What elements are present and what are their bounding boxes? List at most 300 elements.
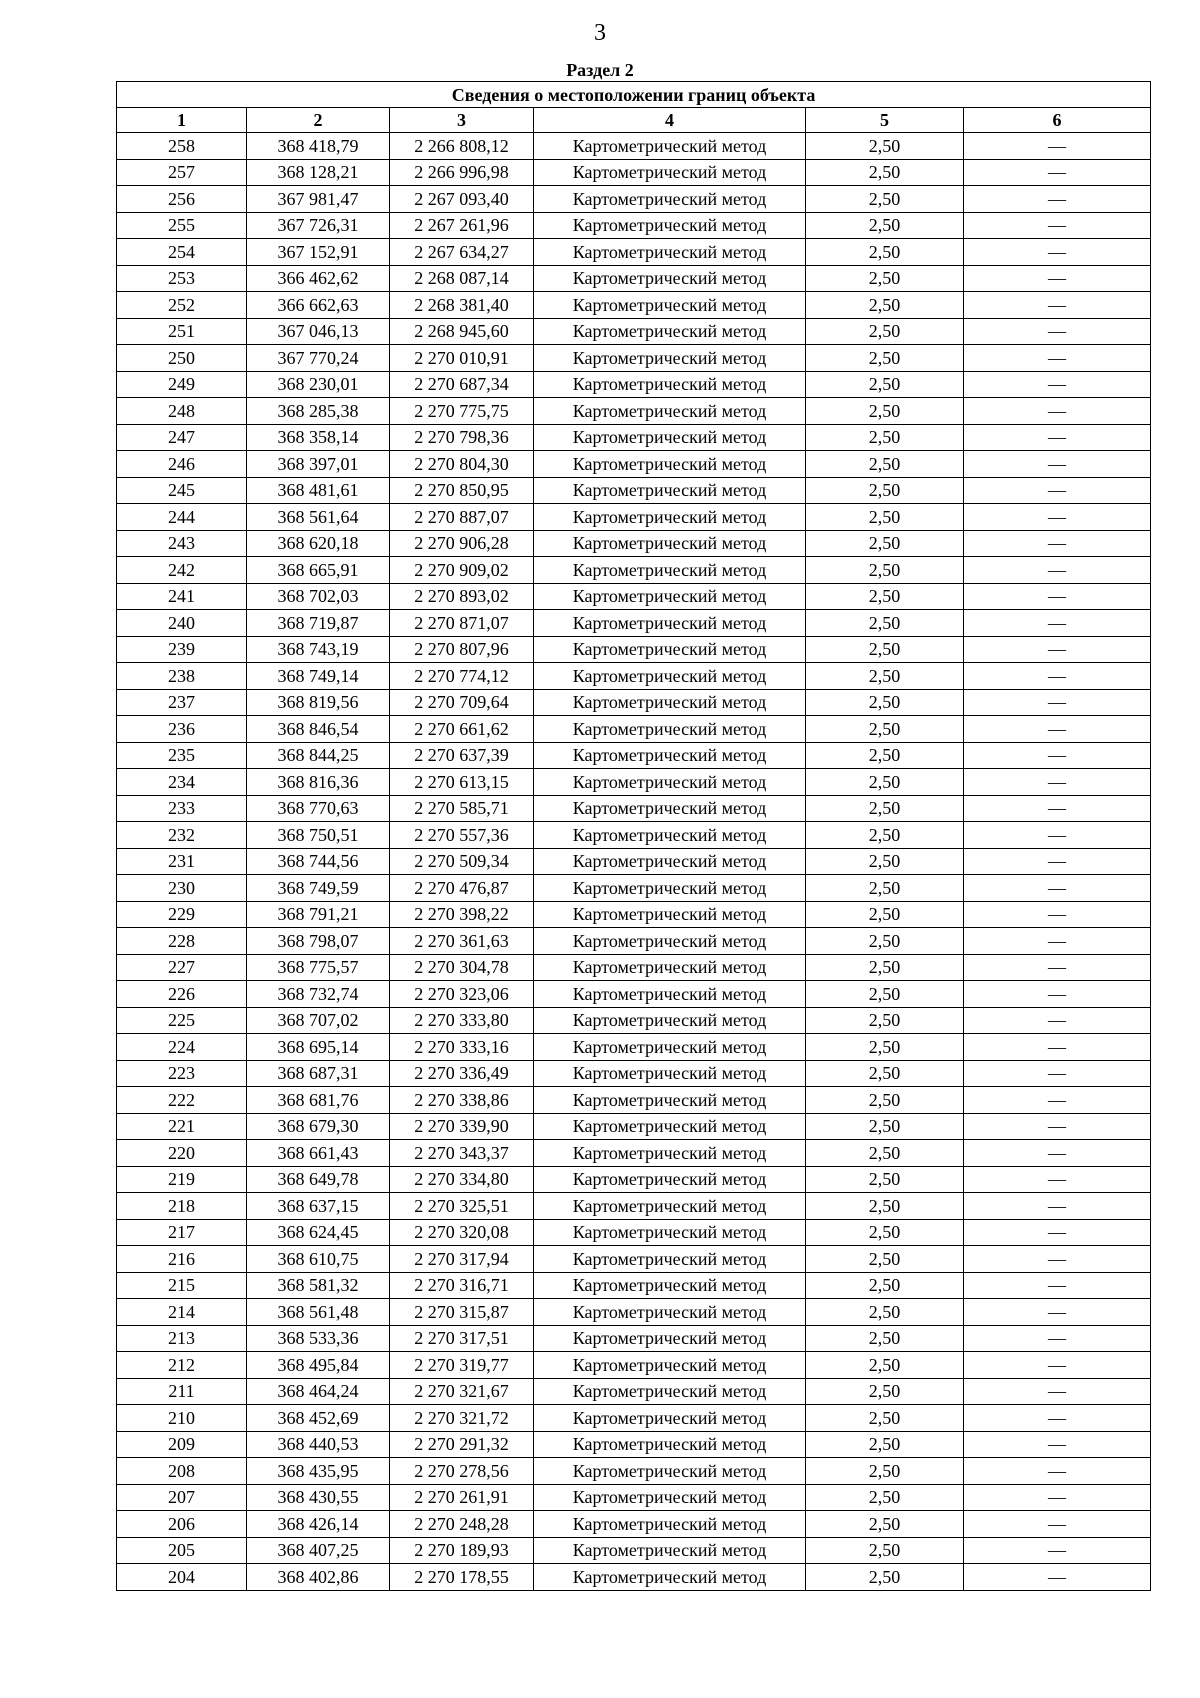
note-cell: — (964, 133, 1151, 160)
table-row (117, 530, 1151, 557)
accuracy-cell: 2,50 (806, 928, 964, 955)
note-cell: — (964, 1193, 1151, 1220)
point-number-cell: 251 (117, 318, 247, 345)
accuracy-cell: 2,50 (806, 1484, 964, 1511)
method-cell: Картометрический метод (534, 1060, 806, 1087)
table-row (117, 292, 1151, 319)
point-number-cell: 213 (117, 1325, 247, 1352)
point-number-cell: 224 (117, 1034, 247, 1061)
coordinate-x-cell: 368 679,30 (247, 1113, 390, 1140)
point-number-cell: 207 (117, 1484, 247, 1511)
table-row (117, 1140, 1151, 1167)
table-row (117, 424, 1151, 451)
note-cell: — (964, 795, 1151, 822)
point-number-cell: 237 (117, 689, 247, 716)
accuracy-cell: 2,50 (806, 398, 964, 425)
point-number-cell: 234 (117, 769, 247, 796)
note-cell: — (964, 901, 1151, 928)
table-row (117, 1246, 1151, 1273)
coordinate-y-cell: 2 270 317,51 (390, 1325, 534, 1352)
table-caption-row (117, 82, 1151, 108)
method-cell: Картометрический метод (534, 1564, 806, 1591)
coordinate-y-cell: 2 270 248,28 (390, 1511, 534, 1538)
coordinate-x-cell: 368 397,01 (247, 451, 390, 478)
coordinate-x-cell: 368 637,15 (247, 1193, 390, 1220)
coordinate-x-cell: 368 719,87 (247, 610, 390, 637)
coordinate-y-cell: 2 270 687,34 (390, 371, 534, 398)
table-row (117, 716, 1151, 743)
method-cell: Картометрический метод (534, 1007, 806, 1034)
accuracy-cell: 2,50 (806, 1219, 964, 1246)
coordinate-x-cell: 368 581,32 (247, 1272, 390, 1299)
table-row (117, 186, 1151, 213)
note-cell: — (964, 875, 1151, 902)
point-number-cell: 225 (117, 1007, 247, 1034)
coordinate-y-cell: 2 270 315,87 (390, 1299, 534, 1326)
method-cell: Картометрический метод (534, 636, 806, 663)
accuracy-cell: 2,50 (806, 848, 964, 875)
coordinate-x-cell: 367 726,31 (247, 212, 390, 239)
note-cell: — (964, 583, 1151, 610)
coordinate-x-cell: 368 620,18 (247, 530, 390, 557)
table-row (117, 371, 1151, 398)
page-number: 3 (594, 20, 606, 46)
method-cell: Картометрический метод (534, 1272, 806, 1299)
point-number-cell: 238 (117, 663, 247, 690)
point-number-cell: 232 (117, 822, 247, 849)
point-number-cell: 211 (117, 1378, 247, 1405)
table-row (117, 1564, 1151, 1591)
table-row (117, 689, 1151, 716)
coordinate-y-cell: 2 267 093,40 (390, 186, 534, 213)
method-cell: Картометрический метод (534, 1166, 806, 1193)
method-cell: Картометрический метод (534, 1537, 806, 1564)
coordinate-y-cell: 2 270 339,90 (390, 1113, 534, 1140)
coordinate-x-cell: 367 981,47 (247, 186, 390, 213)
method-cell: Картометрический метод (534, 451, 806, 478)
coordinate-y-cell: 2 270 336,49 (390, 1060, 534, 1087)
note-cell: — (964, 265, 1151, 292)
accuracy-cell: 2,50 (806, 504, 964, 531)
coordinate-y-cell: 2 270 333,16 (390, 1034, 534, 1061)
table-row (117, 477, 1151, 504)
accuracy-cell: 2,50 (806, 371, 964, 398)
coordinate-x-cell: 368 495,84 (247, 1352, 390, 1379)
coordinate-y-cell: 2 268 381,40 (390, 292, 534, 319)
coordinate-x-cell: 368 744,56 (247, 848, 390, 875)
point-number-cell: 236 (117, 716, 247, 743)
point-number-cell: 229 (117, 901, 247, 928)
point-number-cell: 242 (117, 557, 247, 584)
accuracy-cell: 2,50 (806, 1537, 964, 1564)
note-cell: — (964, 239, 1151, 266)
note-cell: — (964, 1352, 1151, 1379)
note-cell: — (964, 557, 1151, 584)
coordinate-y-cell: 2 270 398,22 (390, 901, 534, 928)
point-number-cell: 209 (117, 1431, 247, 1458)
table-row (117, 1431, 1151, 1458)
point-number-cell: 252 (117, 292, 247, 319)
coordinate-x-cell: 368 661,43 (247, 1140, 390, 1167)
method-cell: Картометрический метод (534, 133, 806, 160)
coordinate-y-cell: 2 270 775,75 (390, 398, 534, 425)
point-number-cell: 253 (117, 265, 247, 292)
point-number-cell: 246 (117, 451, 247, 478)
table-row (117, 1352, 1151, 1379)
point-number-cell: 206 (117, 1511, 247, 1538)
coordinate-y-cell: 2 270 709,64 (390, 689, 534, 716)
accuracy-cell: 2,50 (806, 663, 964, 690)
table-row (117, 504, 1151, 531)
method-cell: Картометрический метод (534, 1378, 806, 1405)
table-row (117, 1458, 1151, 1485)
note-cell: — (964, 530, 1151, 557)
method-cell: Картометрический метод (534, 583, 806, 610)
table-row (117, 928, 1151, 955)
accuracy-cell: 2,50 (806, 133, 964, 160)
point-number-cell: 226 (117, 981, 247, 1008)
note-cell: — (964, 1219, 1151, 1246)
coordinate-x-cell: 368 452,69 (247, 1405, 390, 1432)
coordinate-y-cell: 2 270 304,78 (390, 954, 534, 981)
accuracy-cell: 2,50 (806, 557, 964, 584)
coordinate-x-cell: 368 418,79 (247, 133, 390, 160)
accuracy-cell: 2,50 (806, 822, 964, 849)
coordinate-y-cell: 2 270 893,02 (390, 583, 534, 610)
note-cell: — (964, 742, 1151, 769)
coordinate-x-cell: 367 152,91 (247, 239, 390, 266)
accuracy-cell: 2,50 (806, 1431, 964, 1458)
note-cell: — (964, 716, 1151, 743)
method-cell: Картометрический метод (534, 504, 806, 531)
accuracy-cell: 2,50 (806, 345, 964, 372)
column-number-row (117, 108, 1151, 133)
accuracy-cell: 2,50 (806, 1405, 964, 1432)
point-number-cell: 245 (117, 477, 247, 504)
method-cell: Картометрический метод (534, 1246, 806, 1273)
coordinate-x-cell: 368 561,48 (247, 1299, 390, 1326)
coordinate-x-cell: 368 533,36 (247, 1325, 390, 1352)
table-row (117, 265, 1151, 292)
accuracy-cell: 2,50 (806, 1166, 964, 1193)
method-cell: Картометрический метод (534, 292, 806, 319)
coordinate-y-cell: 2 270 189,93 (390, 1537, 534, 1564)
method-cell: Картометрический метод (534, 557, 806, 584)
coordinate-y-cell: 2 270 804,30 (390, 451, 534, 478)
accuracy-cell: 2,50 (806, 1140, 964, 1167)
point-number-cell: 220 (117, 1140, 247, 1167)
coordinate-x-cell: 366 662,63 (247, 292, 390, 319)
note-cell: — (964, 1511, 1151, 1538)
method-cell: Картометрический метод (534, 1352, 806, 1379)
method-cell: Картометрический метод (534, 530, 806, 557)
coordinate-x-cell: 368 230,01 (247, 371, 390, 398)
column-number: 2 (247, 108, 390, 133)
note-cell: — (964, 1325, 1151, 1352)
accuracy-cell: 2,50 (806, 1087, 964, 1114)
section-title: Раздел 2 (566, 60, 634, 80)
table-row (117, 1405, 1151, 1432)
boundary-coordinates-table (116, 81, 1151, 1591)
accuracy-cell: 2,50 (806, 424, 964, 451)
point-number-cell: 233 (117, 795, 247, 822)
method-cell: Картометрический метод (534, 345, 806, 372)
coordinate-y-cell: 2 270 325,51 (390, 1193, 534, 1220)
table-row (117, 398, 1151, 425)
coordinate-y-cell: 2 270 291,32 (390, 1431, 534, 1458)
table-row (117, 795, 1151, 822)
coordinate-y-cell: 2 270 319,77 (390, 1352, 534, 1379)
accuracy-cell: 2,50 (806, 477, 964, 504)
coordinate-x-cell: 368 749,14 (247, 663, 390, 690)
coordinate-x-cell: 368 681,76 (247, 1087, 390, 1114)
accuracy-cell: 2,50 (806, 1458, 964, 1485)
table-row (117, 1087, 1151, 1114)
accuracy-cell: 2,50 (806, 186, 964, 213)
point-number-cell: 227 (117, 954, 247, 981)
coordinate-y-cell: 2 270 909,02 (390, 557, 534, 584)
point-number-cell: 221 (117, 1113, 247, 1140)
coordinate-x-cell: 368 435,95 (247, 1458, 390, 1485)
coordinate-y-cell: 2 270 333,80 (390, 1007, 534, 1034)
method-cell: Картометрический метод (534, 928, 806, 955)
coordinate-y-cell: 2 268 945,60 (390, 318, 534, 345)
table-row (117, 1007, 1151, 1034)
coordinate-y-cell: 2 270 557,36 (390, 822, 534, 849)
method-cell: Картометрический метод (534, 822, 806, 849)
accuracy-cell: 2,50 (806, 1325, 964, 1352)
table-row (117, 318, 1151, 345)
note-cell: — (964, 1378, 1151, 1405)
coordinate-y-cell: 2 270 338,86 (390, 1087, 534, 1114)
accuracy-cell: 2,50 (806, 1007, 964, 1034)
table-row (117, 848, 1151, 875)
coordinate-x-cell: 368 846,54 (247, 716, 390, 743)
coordinate-x-cell: 368 481,61 (247, 477, 390, 504)
coordinate-x-cell: 368 770,63 (247, 795, 390, 822)
table-row (117, 981, 1151, 1008)
table-row (117, 451, 1151, 478)
coordinate-x-cell: 368 128,21 (247, 159, 390, 186)
method-cell: Картометрический метод (534, 848, 806, 875)
column-number: 4 (534, 108, 806, 133)
accuracy-cell: 2,50 (806, 875, 964, 902)
method-cell: Картометрический метод (534, 689, 806, 716)
coordinate-y-cell: 2 267 634,27 (390, 239, 534, 266)
note-cell: — (964, 663, 1151, 690)
method-cell: Картометрический метод (534, 1431, 806, 1458)
table-row (117, 239, 1151, 266)
coordinate-y-cell: 2 267 261,96 (390, 212, 534, 239)
point-number-cell: 247 (117, 424, 247, 451)
point-number-cell: 231 (117, 848, 247, 875)
point-number-cell: 239 (117, 636, 247, 663)
note-cell: — (964, 981, 1151, 1008)
accuracy-cell: 2,50 (806, 1272, 964, 1299)
coordinate-x-cell: 368 702,03 (247, 583, 390, 610)
column-number: 6 (964, 108, 1151, 133)
coordinate-x-cell: 368 665,91 (247, 557, 390, 584)
accuracy-cell: 2,50 (806, 1060, 964, 1087)
accuracy-cell: 2,50 (806, 265, 964, 292)
method-cell: Картометрический метод (534, 1193, 806, 1220)
coordinate-y-cell: 2 270 317,94 (390, 1246, 534, 1273)
point-number-cell: 243 (117, 530, 247, 557)
method-cell: Картометрический метод (534, 424, 806, 451)
coordinate-y-cell: 2 268 087,14 (390, 265, 534, 292)
coordinate-y-cell: 2 266 996,98 (390, 159, 534, 186)
accuracy-cell: 2,50 (806, 636, 964, 663)
note-cell: — (964, 371, 1151, 398)
point-number-cell: 215 (117, 1272, 247, 1299)
coordinate-x-cell: 368 426,14 (247, 1511, 390, 1538)
method-cell: Картометрический метод (534, 769, 806, 796)
accuracy-cell: 2,50 (806, 1378, 964, 1405)
coordinate-x-cell: 368 407,25 (247, 1537, 390, 1564)
coordinate-y-cell: 2 270 278,56 (390, 1458, 534, 1485)
coordinate-y-cell: 2 270 871,07 (390, 610, 534, 637)
note-cell: — (964, 1060, 1151, 1087)
coordinate-x-cell: 368 610,75 (247, 1246, 390, 1273)
coordinate-y-cell: 2 270 613,15 (390, 769, 534, 796)
point-number-cell: 250 (117, 345, 247, 372)
method-cell: Картометрический метод (534, 212, 806, 239)
accuracy-cell: 2,50 (806, 610, 964, 637)
note-cell: — (964, 769, 1151, 796)
table-row (117, 742, 1151, 769)
coordinate-y-cell: 2 270 010,91 (390, 345, 534, 372)
note-cell: — (964, 1246, 1151, 1273)
accuracy-cell: 2,50 (806, 795, 964, 822)
coordinate-y-cell: 2 270 509,34 (390, 848, 534, 875)
table-row (117, 875, 1151, 902)
point-number-cell: 212 (117, 1352, 247, 1379)
coordinate-x-cell: 368 798,07 (247, 928, 390, 955)
coordinate-y-cell: 2 270 476,87 (390, 875, 534, 902)
method-cell: Картометрический метод (534, 1140, 806, 1167)
note-cell: — (964, 1458, 1151, 1485)
table-row (117, 769, 1151, 796)
coordinate-x-cell: 368 561,64 (247, 504, 390, 531)
coordinate-y-cell: 2 270 906,28 (390, 530, 534, 557)
table-row (117, 1113, 1151, 1140)
coordinate-y-cell: 2 270 261,91 (390, 1484, 534, 1511)
note-cell: — (964, 1087, 1151, 1114)
note-cell: — (964, 1299, 1151, 1326)
column-number: 5 (806, 108, 964, 133)
accuracy-cell: 2,50 (806, 239, 964, 266)
column-number: 3 (390, 108, 534, 133)
coordinate-x-cell: 368 440,53 (247, 1431, 390, 1458)
coordinate-x-cell: 368 358,14 (247, 424, 390, 451)
note-cell: — (964, 1564, 1151, 1591)
method-cell: Картометрический метод (534, 981, 806, 1008)
coordinate-y-cell: 2 270 774,12 (390, 663, 534, 690)
coordinate-y-cell: 2 270 316,71 (390, 1272, 534, 1299)
note-cell: — (964, 1272, 1151, 1299)
method-cell: Картометрический метод (534, 1034, 806, 1061)
method-cell: Картометрический метод (534, 901, 806, 928)
note-cell: — (964, 159, 1151, 186)
note-cell: — (964, 318, 1151, 345)
table-caption: Сведения о местоположении границ объекта (117, 82, 1151, 108)
coordinate-y-cell: 2 270 343,37 (390, 1140, 534, 1167)
accuracy-cell: 2,50 (806, 451, 964, 478)
accuracy-cell: 2,50 (806, 318, 964, 345)
point-number-cell: 222 (117, 1087, 247, 1114)
note-cell: — (964, 689, 1151, 716)
note-cell: — (964, 292, 1151, 319)
method-cell: Картометрический метод (534, 1458, 806, 1485)
coordinate-y-cell: 2 270 661,62 (390, 716, 534, 743)
note-cell: — (964, 451, 1151, 478)
table-row (117, 159, 1151, 186)
table-row (117, 133, 1151, 160)
accuracy-cell: 2,50 (806, 689, 964, 716)
note-cell: — (964, 636, 1151, 663)
accuracy-cell: 2,50 (806, 583, 964, 610)
method-cell: Картометрический метод (534, 954, 806, 981)
point-number-cell: 208 (117, 1458, 247, 1485)
note-cell: — (964, 1113, 1151, 1140)
table-row (117, 1034, 1151, 1061)
table-row (117, 1272, 1151, 1299)
accuracy-cell: 2,50 (806, 742, 964, 769)
method-cell: Картометрический метод (534, 371, 806, 398)
point-number-cell: 257 (117, 159, 247, 186)
method-cell: Картометрический метод (534, 795, 806, 822)
method-cell: Картометрический метод (534, 477, 806, 504)
accuracy-cell: 2,50 (806, 954, 964, 981)
coordinate-y-cell: 2 270 334,80 (390, 1166, 534, 1193)
method-cell: Картометрический метод (534, 1113, 806, 1140)
table-row (117, 1511, 1151, 1538)
coordinate-x-cell: 368 402,86 (247, 1564, 390, 1591)
coordinate-x-cell: 368 775,57 (247, 954, 390, 981)
coordinate-x-cell: 368 695,14 (247, 1034, 390, 1061)
table-row (117, 901, 1151, 928)
method-cell: Картометрический метод (534, 186, 806, 213)
method-cell: Картометрический метод (534, 398, 806, 425)
coordinate-x-cell: 368 750,51 (247, 822, 390, 849)
accuracy-cell: 2,50 (806, 981, 964, 1008)
point-number-cell: 255 (117, 212, 247, 239)
method-cell: Картометрический метод (534, 663, 806, 690)
coordinate-x-cell: 368 649,78 (247, 1166, 390, 1193)
table-row (117, 1299, 1151, 1326)
coordinate-x-cell: 368 285,38 (247, 398, 390, 425)
coordinate-x-cell: 367 770,24 (247, 345, 390, 372)
accuracy-cell: 2,50 (806, 159, 964, 186)
coordinate-x-cell: 368 819,56 (247, 689, 390, 716)
note-cell: — (964, 822, 1151, 849)
note-cell: — (964, 1007, 1151, 1034)
note-cell: — (964, 504, 1151, 531)
note-cell: — (964, 1140, 1151, 1167)
coordinate-x-cell: 367 046,13 (247, 318, 390, 345)
method-cell: Картометрический метод (534, 318, 806, 345)
table-row (117, 557, 1151, 584)
point-number-cell: 223 (117, 1060, 247, 1087)
note-cell: — (964, 345, 1151, 372)
note-cell: — (964, 424, 1151, 451)
coordinate-x-cell: 368 791,21 (247, 901, 390, 928)
note-cell: — (964, 1166, 1151, 1193)
accuracy-cell: 2,50 (806, 1299, 964, 1326)
coordinate-x-cell: 366 462,62 (247, 265, 390, 292)
table-row (117, 1193, 1151, 1220)
coordinate-y-cell: 2 270 323,06 (390, 981, 534, 1008)
